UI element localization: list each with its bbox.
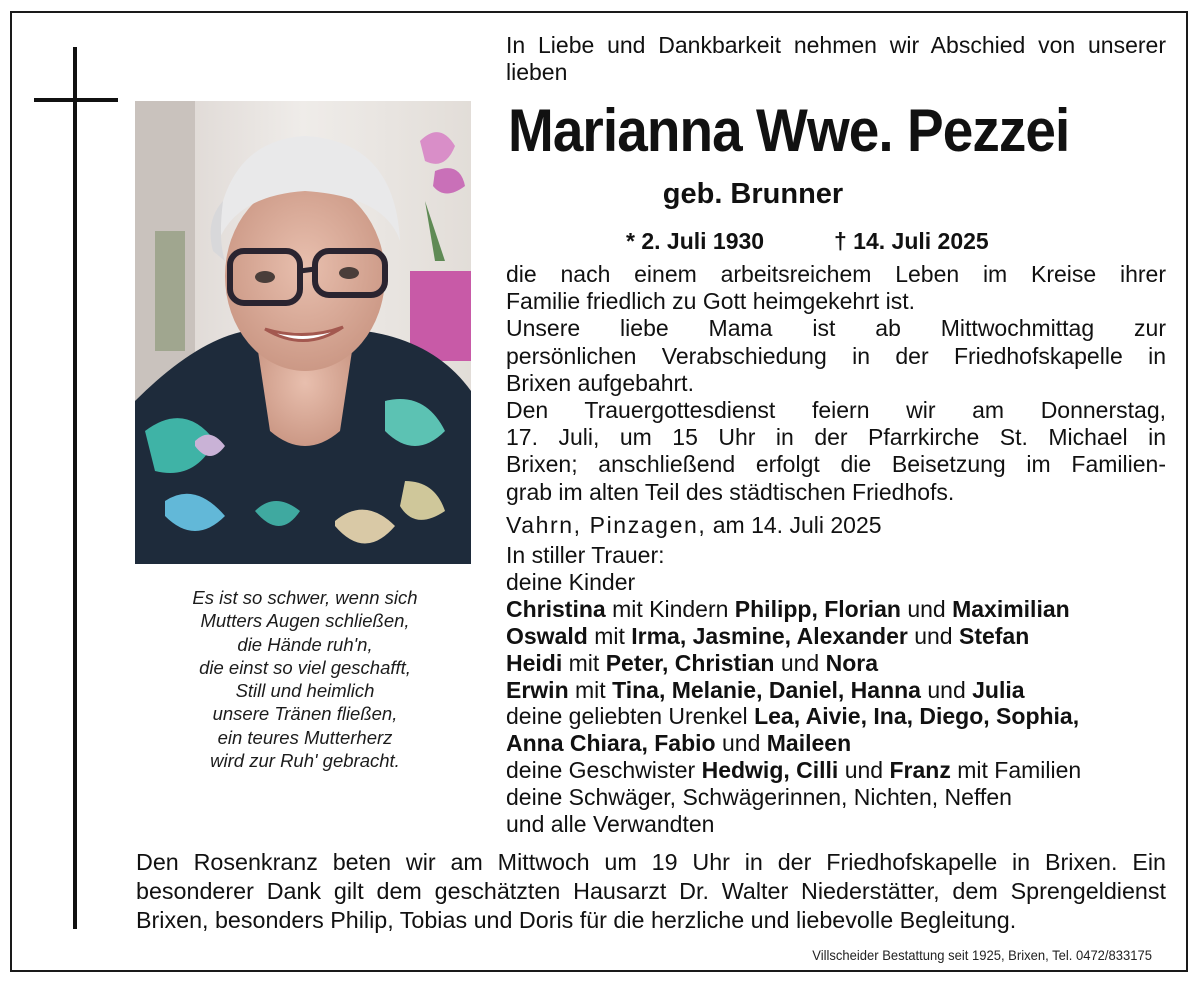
connector: mit [568,649,600,676]
poem-line: die einst so viel geschafft, [199,656,411,678]
portrait-photo [135,101,471,564]
grandchildren-names: Peter, Christian [605,649,775,676]
sibling-name: Franz [889,757,951,784]
great-grandchildren-label: deine geliebten Urenkel [506,703,748,730]
grandchild-name: Stefan [958,622,1030,649]
grandchild-name: Julia [972,676,1025,703]
siblings-suffix: mit Familien [957,757,1082,784]
poem-line: wird zur Ruh' gebracht. [210,750,400,772]
poem-line: Es ist so schwer, wenn sich [192,587,418,608]
connector: und [780,649,820,676]
announcement-line: die nach einem arbeitsreichem Leben im Kreise ihrer [506,261,1166,287]
in-laws-line: deine Schwäger, Schwägerinnen, Nichten, Neffen [506,784,1012,811]
great-grandchildren-names: Anna Chiara, Fabio [506,730,716,757]
connector: mit Kindern [612,595,729,622]
deceased-name: Marianna Wwe. Pezzei [508,97,1070,164]
place-date [506,512,1166,539]
sibling-names: Hedwig, Cilli [701,757,839,784]
great-grandchildren-line [506,730,1176,757]
poem-line: Still und heimlich [235,680,375,702]
announcement-line: Brixen; anschließend erfolgt die Beisetzung im Familien- [506,451,1166,478]
announcement-line: grab im alten Teil des städtischen Friedhofs. [506,478,955,505]
siblings-label: deine Geschwister [506,757,696,784]
place-names: Vahrn, Pinzagen, [506,512,707,538]
announcement-line: Unsere liebe Mama ist ab Mittwochmittag zur [506,315,1166,342]
announcement-line: persönlichen Verabschiedung in der Friedhofskapelle in [506,342,1166,369]
connector: mit [575,676,606,703]
connector: und [844,757,884,784]
mourning-intro: In stiller Trauer: [506,542,665,568]
grandchild-name: Maximilian [952,595,1070,622]
child-name: Heidi [506,649,563,676]
poem-line: die Hände ruh'n, [237,633,373,655]
connector: und [907,595,946,622]
connector: mit [594,622,625,649]
death-date: † 14. Juli 2025 [834,228,989,254]
birth-date: * 2. Juli 1930 [626,228,765,254]
grandchildren-names: Irma, Jasmine, Alexander [631,622,908,649]
announcement-line: Familie friedlich zu Gott heimgekehrt ist. [506,288,916,315]
mourners-list [506,542,1176,838]
grandchildren-names: Tina, Melanie, Daniel, Hanna [612,676,921,703]
connector: und [914,622,953,649]
family-line [506,623,1176,650]
great-grandchildren-names: Lea, Aivie, Ina, Diego, Sophia, [754,703,1080,730]
connector: und [721,730,761,757]
grandchild-name: Nora [825,649,878,676]
announcement-line: Den Trauergottesdienst feiern wir am Donnerstag, [506,397,1166,424]
poem [140,586,470,772]
announcement-line: Brixen aufgebahrt. [506,369,694,396]
poem-line: ein teures Mutterherz [217,726,393,748]
relatives-line: und alle Verwandten [506,811,715,838]
cross-icon-horizontal [34,98,118,102]
birth-name: geb. Brunner [662,178,844,210]
family-line [506,677,1176,704]
connector: und [927,676,966,703]
great-grandchild-name: Maileen [766,730,852,757]
announcement-line: 17. Juli, um 15 Uhr in der Pfarrkirche St. Michael in [506,424,1166,451]
family-line [506,596,1176,623]
announcement-date: am 14. Juli 2025 [712,512,882,538]
child-name: Oswald [506,622,588,649]
poem-line: unsere Tränen fließen, [212,703,398,725]
grandchildren-names: Philipp, Florian [734,595,901,622]
child-name: Christina [506,595,606,622]
child-name: Erwin [506,676,569,703]
cross-icon-vertical [73,47,77,929]
funeral-home-footer: Villscheider Bestattung seit 1925, Brixen, Tel. 0472/833175 [812,947,1152,963]
siblings-line [506,757,1176,784]
closing-text: Den Rosenkranz beten wir am Mittwoch um 19 Uhr in der Friedhofskapelle in Brixen. Ein besonderer Dank gilt dem geschätzten Hausarzt Dr. Walter Niederstätter, dem Sprengeldienst Brixen, besonders Philip, Tobias und Doris für die herzliche und liebevolle Begleitung. [136,849,1166,933]
family-line [506,650,1176,677]
children-intro: deine Kinder [506,568,636,595]
intro-text: In Liebe und Dankbarkeit nehmen wir Abschied von unserer lieben [506,32,1166,85]
great-grandchildren-line [506,703,1176,730]
announcement-text [506,261,1166,506]
poem-line: Mutters Augen schließen, [200,610,410,632]
